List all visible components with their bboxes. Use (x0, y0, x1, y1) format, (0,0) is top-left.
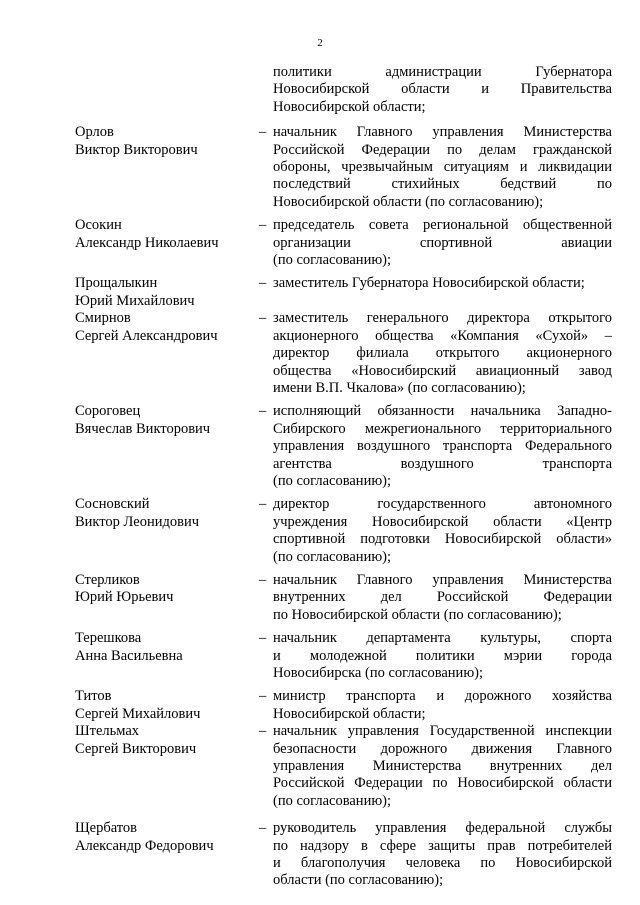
member-position (273, 630, 612, 682)
member-surname: Сороговец (75, 403, 141, 420)
member-given-name: Сергей Александрович (75, 327, 218, 344)
member-name (75, 496, 259, 531)
member-position (273, 217, 612, 269)
member-position (273, 124, 612, 211)
position-line: по Новосибирской области (по согласованию); (273, 606, 562, 623)
position-line: (по согласованию); (273, 472, 392, 489)
position-line: внутренних дел Российской Федерации (273, 589, 612, 606)
member-surname: Сосновский (75, 496, 150, 513)
position-line: руководитель управления федеральной службы (273, 820, 612, 837)
position-line: общества «Новосибирский авиационный завод (273, 362, 612, 379)
member-given-name: Александр Федорович (75, 837, 214, 854)
position-line: председатель совета региональной общественной (273, 217, 612, 234)
member-position (273, 496, 612, 566)
member-given-name: Сергей Викторович (75, 740, 197, 757)
member-name (75, 310, 259, 345)
member-dash: – (259, 403, 267, 420)
member-position (273, 403, 612, 490)
member-entry (75, 496, 612, 566)
member-surname: Штельмах (75, 723, 140, 740)
position-line: Сибирского межрегионального территориального (273, 420, 612, 437)
member-roster (75, 64, 612, 890)
member-surname: Стерликов (75, 571, 140, 588)
position-line: начальник управления Государственной инспекции (273, 723, 612, 740)
position-line: политики администрации Губернатора (273, 64, 612, 80)
member-surname: Прощалыкин (75, 275, 158, 292)
position-line: Новосибирска (по согласованию); (273, 665, 484, 681)
member-dash: – (259, 496, 267, 513)
member-position (273, 820, 612, 890)
position-line: начальник департамента культуры, спорта (273, 630, 612, 647)
member-position (273, 310, 612, 397)
member-entry (75, 820, 612, 890)
member-given-name: Анна Васильевна (75, 647, 183, 664)
position-line: Новосибирской области; (273, 98, 426, 115)
position-line: спортивной подготовки Новосибирской области» (273, 531, 612, 548)
position-line: обороны, чрезвычайным ситуациям и ликвидации (273, 159, 612, 176)
member-surname: Щербатов (75, 820, 137, 837)
page-number: 2 (317, 37, 323, 49)
member-dash: – (259, 124, 267, 141)
member-given-name: Виктор Викторович (75, 141, 198, 158)
position-line: начальник Главного управления Министерства (273, 124, 612, 141)
member-given-name: Вячеслав Викторович (75, 420, 211, 437)
member-dash: – (259, 630, 267, 647)
position-line: учреждения Новосибирской области «Центр (273, 513, 612, 530)
member-name (75, 820, 259, 855)
position-line: директор государственного автономного (273, 496, 612, 513)
member-entry (75, 275, 612, 310)
member-surname: Титов (75, 688, 112, 705)
position-line: (по согласованию); (273, 792, 392, 809)
position-line: начальник Главного управления Министерства (273, 571, 612, 588)
member-entry (75, 630, 612, 682)
member-name (75, 572, 259, 607)
position-line: (по согласованию); (273, 252, 392, 269)
member-given-name: Юрий Юрьевич (75, 589, 174, 606)
position-line: акционерного общества «Компания «Сухой» – (273, 327, 612, 344)
member-dash: – (259, 310, 267, 327)
member-name (75, 723, 259, 758)
member-dash: – (259, 723, 267, 740)
position-line: министр транспорта и дорожного хозяйства (273, 688, 612, 705)
member-name (75, 403, 259, 438)
member-surname: Терешкова (75, 630, 142, 647)
member-dash: – (259, 217, 267, 234)
position-line: заместитель генерального директора открытого (273, 310, 612, 327)
member-name (75, 275, 259, 310)
member-given-name: Юрий Михайлович (75, 292, 195, 309)
position-line: и молодежной политики мэрии города (273, 647, 612, 664)
member-position (273, 688, 612, 723)
member-dash: – (259, 275, 267, 292)
member-given-name: Сергей Михайлович (75, 705, 201, 722)
member-entry (75, 310, 612, 397)
member-surname: Смирнов (75, 310, 131, 327)
position-line: директор филиала открытого акционерного (273, 345, 612, 362)
member-entry (75, 124, 612, 211)
position-line: агентства воздушного транспорта (273, 455, 612, 472)
position-line: заместитель Губернатора Новосибирской области; (273, 275, 585, 292)
member-dash: – (259, 688, 267, 705)
position-line: Новосибирской области (по согласованию); (273, 193, 544, 210)
member-entry (75, 688, 612, 723)
member-given-name: Виктор Леонидович (75, 513, 200, 530)
continuation-position (273, 64, 612, 116)
position-line: Новосибирской области; (273, 705, 426, 722)
member-given-name: Александр Николаевич (75, 234, 219, 251)
position-line: Российской Федерации по Новосибирской области (273, 775, 612, 792)
member-dash: – (259, 820, 267, 837)
member-name (75, 124, 259, 159)
position-line: по надзору в сфере защиты прав потребителей (273, 837, 612, 854)
member-surname: Орлов (75, 124, 114, 141)
member-dash: – (259, 571, 267, 588)
member-position (273, 275, 612, 292)
member-entry (75, 723, 612, 810)
member-name (75, 688, 259, 723)
position-line: управления воздушного транспорта Федерального (273, 438, 612, 455)
position-line: управления Министерства внутренних дел (273, 758, 612, 775)
member-entry (75, 572, 612, 624)
position-line: имени В.П. Чкалова» (по согласованию); (273, 379, 526, 396)
position-line: (по согласованию); (273, 548, 392, 565)
continuation-entry (75, 64, 612, 116)
position-line: и благополучия человека по Новосибирской (273, 855, 612, 872)
position-line: безопасности дорожного движения Главного (273, 740, 612, 757)
member-surname: Осокин (75, 217, 122, 234)
position-line: Российской Федерации по делам гражданской (273, 141, 612, 158)
member-entry (75, 217, 612, 269)
position-line: организации спортивной авиации (273, 234, 612, 251)
position-line: Новосибирской области и Правительства (273, 81, 612, 98)
position-line: последствий стихийных бедствий по (273, 176, 612, 193)
member-entry (75, 403, 612, 490)
member-position (273, 572, 612, 624)
position-line: исполняющий обязанности начальника Западно- (273, 403, 612, 420)
position-line: области (по согласованию); (273, 872, 444, 889)
member-position (273, 723, 612, 810)
member-name (75, 630, 259, 665)
member-name (75, 217, 259, 252)
